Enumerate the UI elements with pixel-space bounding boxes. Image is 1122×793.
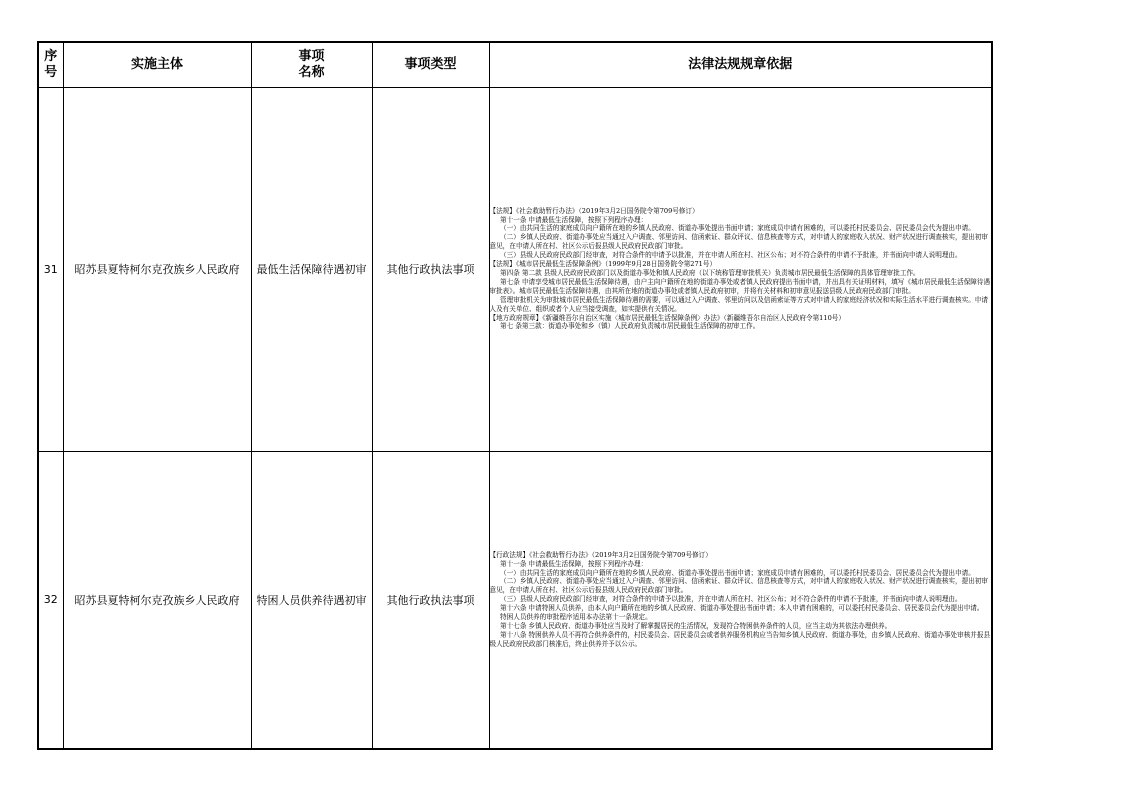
basis-paragraph: 第十一条 申请最低生活保障，按照下列程序办理： xyxy=(500,215,648,224)
basis-paragraph: 特困人员供养的审批程序适用本办法第十一条规定。 xyxy=(500,613,652,622)
header-seq-line2: 号 xyxy=(44,64,58,80)
basis-paragraph: （一）由共同生活的家庭成员向户籍所在地的乡镇人民政府、街道办事处提出书面申请；家庭成员申请有困难的，可以委托村民委员会、居民委员会代为提出申请。 xyxy=(500,224,975,233)
basis-paragraph: （一）由共同生活的家庭成员向户籍所在地的乡镇人民政府、街道办事处提出书面申请；家庭成员申请有困难的，可以委托村民委员会、居民委员会代为提出申请。 xyxy=(500,568,975,577)
header-item-name xyxy=(251,42,372,87)
cell-basis xyxy=(489,451,992,749)
table-row xyxy=(38,451,992,749)
header-item-name-line1: 事项 xyxy=(298,48,325,64)
basis-paragraph: 第十六条 申请特困人员供养，由本人向户籍所在地的乡镇人民政府、街道办事处提出书面申请；本人申请有困难的，可以委托村民委员会、居民委员会代为提出申请。 xyxy=(500,604,984,613)
cell-item-name: 特困人员供养待遇初审 xyxy=(251,451,372,749)
basis-paragraph: 第七 条第三款：街道办事处和乡（镇）人民政府负责城市居民最低生活保障的初审工作。 xyxy=(500,322,760,331)
basis-paragraph: （三）县级人民政府民政部门经审查，对符合条件的申请予以批准，并在申请人所在村、社区公布；对不符合条件的申请不予批准，并书面向申请人说明理由。 xyxy=(500,595,962,604)
header-seq-line1: 序 xyxy=(44,48,58,64)
basis-paragraph: 【法规】《社会救助暂行办法》（2019年3月2日国务院令第709号修订） xyxy=(489,206,699,215)
cell-subject: 昭苏县夏特柯尔克孜族乡人民政府 xyxy=(63,451,251,749)
basis-paragraph: 管理审批机关为审批城市居民最低生活保障待遇的需要，可以通过入户调查、邻里访问以及信函索证等方式对申请人的家庭经济状况和实际生活水平进行调查核实。申请人及有关单位、组织或者个人应当接受调查，如实提供有关情况。 xyxy=(489,295,988,313)
header-item-name-line2: 名称 xyxy=(298,64,325,80)
header-basis: 法律法规规章依据 xyxy=(489,42,992,87)
basis-paragraph: （二）乡镇人民政府、街道办事处应当通过入户调查、邻里访问、信函索证、群众评议、信息核查等方式，对申请人的家庭收入状况、财产状况进行调查核实，提出初审意见，在申请人所在村、社区公示后报县级人民政府民政部门审批。 xyxy=(489,233,988,251)
table-row xyxy=(38,87,992,451)
cell-seq: 32 xyxy=(38,451,63,749)
basis-paragraph: 第四条 第二款 县级人民政府民政部门以及街道办事处和镇人民政府（以下统称管理审批机关）负责城市居民最低生活保障的具体管理审批工作。 xyxy=(500,269,920,277)
basis-paragraph: 第十一条 申请最低生活保障，按照下列程序办理： xyxy=(500,559,648,568)
cell-basis xyxy=(489,87,992,451)
basis-paragraph: 【行政法规】《社会救助暂行办法》（2019年3月2日国务院令第709号修订） xyxy=(489,550,712,559)
cell-subject: 昭苏县夏特柯尔克孜族乡人民政府 xyxy=(63,87,251,451)
cell-seq: 31 xyxy=(38,87,63,451)
basis-paragraph: 第十七条 乡镇人民政府、街道办事处应当及时了解掌握居民的生活情况，发现符合特困供养条件的人员，应当主动为其依法办理供养。 xyxy=(500,622,892,631)
cell-item-type: 其他行政执法事项 xyxy=(372,87,489,451)
cell-item-name: 最低生活保障待遇初审 xyxy=(251,87,372,451)
basis-paragraph: 第七条 申请享受城市居民最低生活保障待遇，由户主向户籍所在地的街道办事处或者镇人民政府提出书面申请，并出具有关证明材料，填写《城市居民最低生活保障待遇审批表》。城市居民最低生活保障待遇，由其所在地的街道办事处或者镇人民政府初审，并将有关材料和初审意见报送县级人民政府民政部门审批。 xyxy=(489,277,991,295)
header-seq xyxy=(38,42,63,87)
header-row xyxy=(38,42,992,87)
cell-item-type: 其他行政执法事项 xyxy=(372,451,489,749)
document-table xyxy=(37,41,993,750)
header-item-type: 事项类型 xyxy=(372,42,489,87)
basis-paragraph: 【地方政府规章】《新疆维吾尔自治区实施〈城市居民最低生活保障条例〉办法》（新疆维吾尔自治区人民政府令第110号） xyxy=(489,313,845,322)
basis-paragraph: （二）乡镇人民政府、街道办事处应当通过入户调查、邻里访问、信函索证、群众评议、信息核查等方式，对申请人的家庭收入状况、财产状况进行调查核实，提出初审意见，在申请人所在村、社区公示后报县级人民政府民政部门审批。 xyxy=(489,577,988,595)
header-subject: 实施主体 xyxy=(63,42,251,87)
basis-paragraph: 【法规】《城市居民最低生活保障条例》（1999年9月28日国务院令第271号） xyxy=(489,260,717,269)
basis-paragraph: （三）县级人民政府民政部门经审查，对符合条件的申请予以批准，并在申请人所在村、社区公布；对不符合条件的申请不予批准，并书面向申请人说明理由。 xyxy=(500,251,962,260)
basis-paragraph: 第十八条 特困供养人员不再符合供养条件的，村民委员会、居民委员会或者供养服务机构应当告知乡镇人民政府、街道办事处，由乡镇人民政府、街道办事处审核并报县级人民政府民政部门核准后，终止供养并予以公示。 xyxy=(489,630,991,648)
